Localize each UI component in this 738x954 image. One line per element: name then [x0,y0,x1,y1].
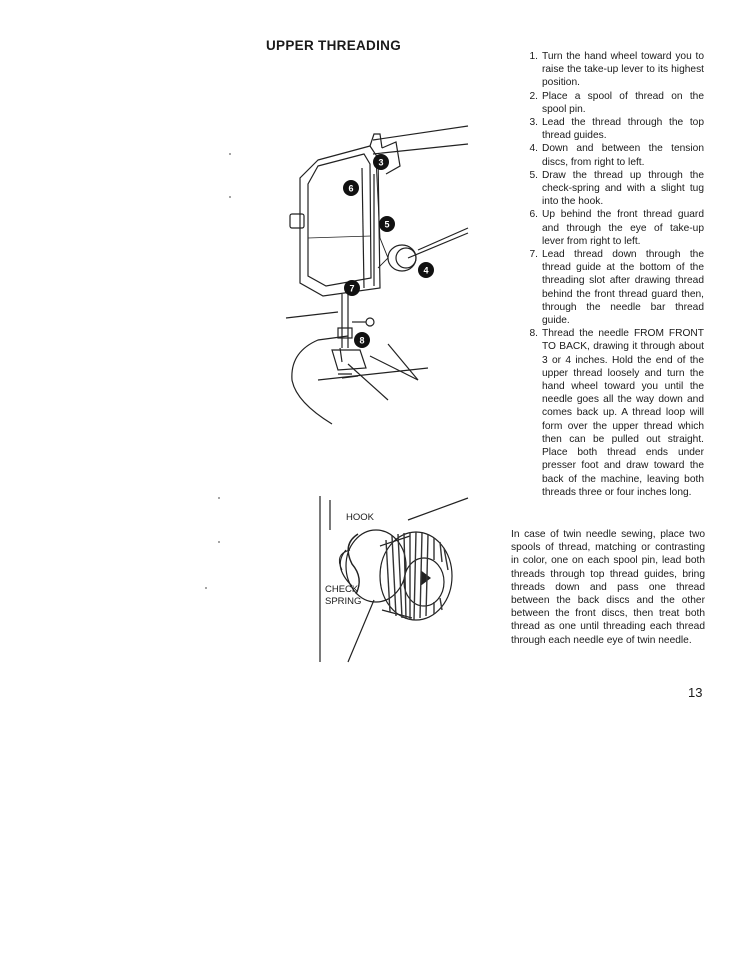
check-label: CHECK [325,584,359,595]
step-text: Thread the needle FROM FRONT TO BACK, drawing it through about 3 or 4 inches. Hold the end of the upper thread loosely and turn the hand wheel toward you until the needle goes all the way down and comes back up. A thread loop will form over the upper thread which then can be pulled out straight. Place both thread ends under presser foot and draw toward the back of the machine, leaving both threads three or four inches long. [542,328,704,498]
step-item [516,169,704,209]
tension-dial-illustration [312,490,472,670]
step-number: 1. [529,51,538,62]
scan-speck [205,587,207,589]
scan-speck [218,497,220,499]
step-badges [343,154,434,348]
step-number: 5. [529,169,538,181]
spring-label: SPRING [325,596,362,607]
badge-3: 3 [378,157,384,168]
scan-speck [218,541,220,543]
step-item [516,90,704,116]
step-text: Lead the thread through the top thread guides. [542,117,704,142]
badge-6: 6 [348,183,354,194]
step-item [516,116,704,142]
step-number: 4. [529,143,538,155]
step-text: Up behind the front thread guard and through the eye of take-up lever from right to left. [542,209,704,247]
hook-label: HOOK [346,512,374,523]
step-number: 8. [529,328,538,340]
page-number: 13 [688,685,703,700]
badge-8: 8 [359,335,365,346]
step-item [516,208,704,248]
step-text: Turn the hand wheel toward you to raise the take-up lever to its highest position. [542,51,704,89]
scan-speck [229,196,231,198]
scan-speck [229,153,231,155]
step-number: 2. [529,90,538,102]
twin-needle-note: In case of twin needle sewing, place two spools of thread, matching or contrasting in color, one on each spool pin, lead both threads through top thread guides, bring threads down and pass one thread between the back discs and the other between the front discs, then treat both thread as one until threading each thread through each needle eye of twin needle. [511,529,705,646]
badge-5: 5 [384,219,390,230]
step-item [516,142,704,168]
step-item [516,50,704,90]
step-item [516,248,704,327]
badge-7: 7 [349,283,355,294]
step-text: Place a spool of thread on the spool pin. [542,90,704,115]
step-number: 7. [529,249,538,261]
step-text: Draw the thread up through the check-spring and with a slight tug into the hook. [542,169,704,208]
step-item [516,327,704,499]
step-text: Down and between the tension discs, from right to left. [542,143,704,168]
step-number: 3. [529,117,538,129]
step-number: 6. [529,209,538,221]
step-text: Lead thread down through the thread guide at the bottom of the threading slot after drawing thread behind the front thread guard then, through the needle bar thread guide. [542,249,704,327]
sewing-machine-illustration [278,118,478,428]
badge-4: 4 [423,265,429,276]
threading-steps [516,50,704,499]
page-title: UPPER THREADING [266,38,402,53]
